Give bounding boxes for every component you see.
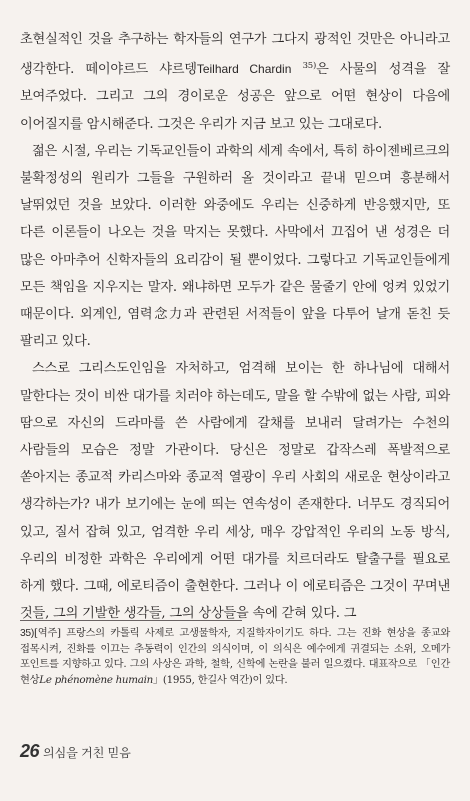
running-title: 의심을 거친 믿음 [43,746,131,760]
page-footer [20,741,131,762]
footnote-divider [20,620,242,621]
footnote-text-a: [역주] 프랑스의 카톨릭 사제로 고생물학자, 지질학자이기도 하다. 그는 진화 현상을 종교와 접목시켜, 진화를 이끄는 추동력이 인간의 의식이며, 이 의식은 예수에게 귀결되는 소위, 오메가 포인트를 지향하고 있다. 그의 사상은 과학, 철학, 신학에 논란을 불러 일으켰다. 대표작으로 「인간 현상 [20,627,450,686]
page-number: 26 [20,741,40,761]
paragraph-1-text-b: 은 사물의 성격을 잘 보여주었다. 그리고 그의 경이로운 성공은 앞으로 어떤 현상이 다음에 이어질지를 암시해준다. 그것은 우리가 지금 보고 있는 그대로다. [20,62,450,132]
footnote-text-b: 」(1955, 한길사 역간)이 있다. [152,673,288,686]
footnote-reference[interactable]: 35) [302,61,317,72]
footnote [20,626,450,688]
footnote-number: 35) [20,628,34,639]
name-teilhard-chardin: Teilhard Chardin [196,62,292,77]
paragraph-3: 스스로 그리스도인임을 자처하고, 엄격해 보이는 한 하나님에 대해서 말한다는 것이 비싼 대가를 치러야 하는데도, 말을 할 수밖에 없는 사람, 피와 땀으로 자신의 드라마를 쓴 사람에게 갈채를 보내러 달려가는 수천의 사람들의 모습은 정말 가관이다. 당신은 정말로 갑작스레 폭발적으로 쏟아지는 종교적 카리스마와 종교적 열광이 우리 사회의 새로운 현상이라고 생각하는가? 내가 보기에는 눈에 띄는 연속성이 존재한다. 너무도 경직되어 있고, 질서 잡혀 있고, 엄격한 우리 세상, 매우 강압적인 우리의 노동 방식, 우리의 비정한 과학은 우리에게 어떤 대가를 치르더라도 탈출구를 필요로 하게 했다. 그때, 에로티즘이 출현한다. 그러나 이 에로티즘은 그것이 꾸며낸 것들, 그의 기발한 생각들, 그의 상상들을 속에 갇혀 있다. 그 [20,361,450,622]
paragraph-1-text-a: 초현실적인 것을 추구하는 학자들의 연구가 그다지 광적인 것만은 아니라고 생각한다. 떼이야르드 샤르뎅 [20,32,450,78]
paragraph-1 [20,26,450,138]
paragraph-2: 젊은 시절, 우리는 기독교인들이 과학의 세계 속에서, 특히 하이젠베르크의 불확정성의 원리가 그들을 구원하러 올 것이라고 끝내 믿으며 흥분해서 날뛰었던 것을 보았다. 이러한 와중에도 우리는 신중하게 반응했지만, 또 다른 이론들이 나오는 것을 막지는 못했다. 사막에서 끄집어 낸 성경은 더 많은 아마추어 신학자들의 요리감이 될 뿐이었다. 그렇다고 기독교인들에게 모든 책임을 지우지는 말자. 왜냐하면 모두가 같은 물줄기 안에 엉켜 있었기 때문이다. 외계인, 염력念力과 관련된 서적들이 앞을 다투어 날개 돋친 듯 팔리고 있다. [20,143,450,350]
footnote-original-title: Le phénomène humain [39,673,153,686]
body-text [20,26,450,627]
